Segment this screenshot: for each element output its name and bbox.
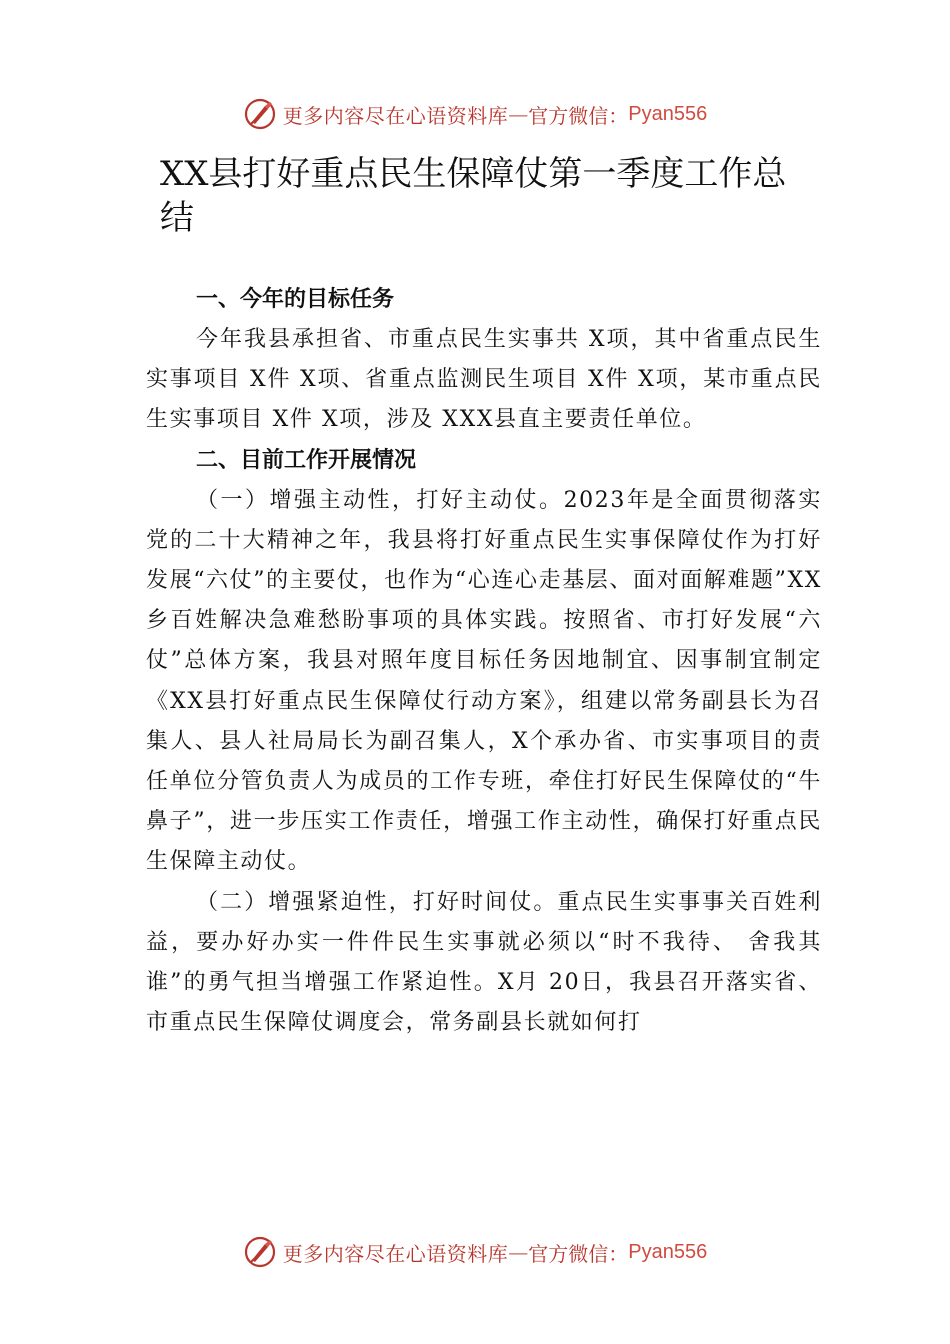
- document-title: XX县打好重点民生保障仗第一季度工作总结: [160, 154, 787, 238]
- watermark-account: Pyan556: [628, 1240, 708, 1263]
- section-heading-2: 二、目前工作开展情况: [196, 447, 417, 473]
- document-body: [146, 280, 822, 1043]
- watermark-label: 官方微信：: [528, 103, 629, 128]
- quill-pen-logo-icon: [243, 97, 277, 131]
- section-1-paragraph-1: 今年我县承担省、市重点民生实事共 X项，其中省重点民生实事项目 X件 X项、省重点监测民生项目 X件 X项，某市重点民生实事项目 X件 X项，涉及 XXX县直主要责任单位。: [146, 327, 822, 433]
- watermark-separator: —: [508, 102, 529, 126]
- footer-watermark: [0, 1232, 950, 1272]
- watermark-label: 官方微信：: [528, 1241, 629, 1266]
- header-watermark: [0, 94, 950, 134]
- watermark-main-text: 更多内容尽在心语资料库: [282, 103, 509, 128]
- watermark-separator: —: [508, 1240, 529, 1264]
- watermark-main-text: 更多内容尽在心语资料库: [282, 1241, 509, 1266]
- section-2-paragraph-2: （二）增强紧迫性，打好时间仗。重点民生实事事关百姓利益，要办好办实一件件民生实事就必须以“时不我待、 舍我其谁”的勇气担当增强工作紧迫性。X月 20日，我县召开落实省、市重点民生保障仗调度会，常务副县长就如何打: [146, 889, 822, 1036]
- section-2-paragraph-1: （一）增强主动性，打好主动仗。2023年是全面贯彻落实党的二十大精神之年，我县将打好重点民生实事保障仗作为打好发展“六仗”的主要仗，也作为“心连心走基层、面对面解难题”XX乡百姓解决急难愁盼事项的具体实践。按照省、市打好发展“六仗”总体方案，我县对照年度目标任务因地制宜、因事制宜制定《XX县打好重点民生保障仗行动方案》，组建以常务副县长为召集人、县人社局局长为副召集人，X个承办省、市实事项目的责任单位分管负责人为成员的工作专班，牵住打好民生保障仗的“牛鼻子”，进一步压实工作责任，增强工作主动性，确保打好重点民生保障主动仗。: [146, 487, 822, 875]
- quill-pen-logo-icon: [243, 1235, 277, 1269]
- watermark-account: Pyan556: [628, 102, 708, 125]
- section-heading-1: 一、今年的目标任务: [196, 287, 395, 312]
